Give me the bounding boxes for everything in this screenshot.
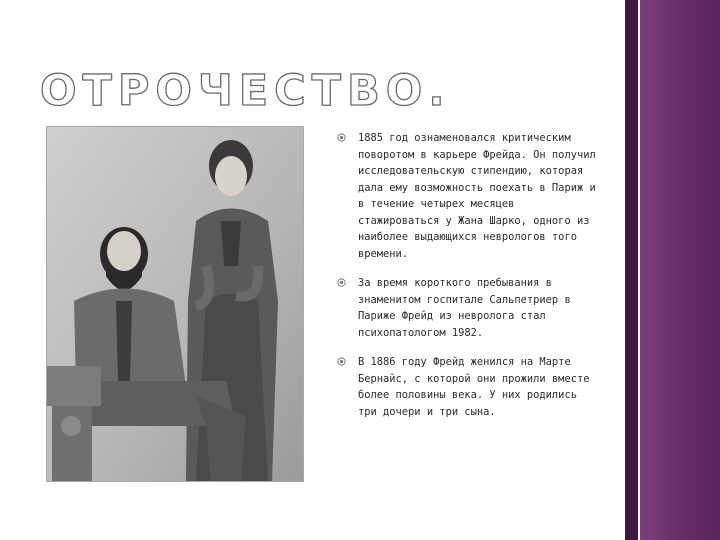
bullet-text: 1885 год ознаменовался критическим поворотом в карьере Фрейда. Он получил исследовательскую стипендию, которая дала ему возможность поехать в Париж и в течение четырех месяцев стажироваться у Жана Шарко, одного из наиболее выдающихся неврологов того времени. bbox=[358, 132, 596, 260]
bullet-text: В 1886 году Фрейд женился на Марте Бернайс, с которой они прожили вместе более половины века. У них родились три дочери и три сына. bbox=[358, 356, 590, 418]
bullet-item bbox=[337, 354, 599, 420]
circle-dot-bullet-icon bbox=[337, 133, 346, 142]
bullet-list bbox=[337, 130, 599, 420]
circle-dot-bullet-icon bbox=[337, 357, 346, 366]
circle-dot-bullet-icon bbox=[337, 278, 346, 287]
historical-portrait-photo bbox=[46, 126, 304, 482]
bullet-text: За время короткого пребывания в знаменитом госпитале Сальпетриер в Париже Фрейд из невролога стал психопатологом 1982. bbox=[358, 277, 571, 339]
slide-title: ОТРОЧЕСТВО. bbox=[40, 66, 451, 116]
decorative-stripe-dark bbox=[625, 0, 638, 540]
bullet-item bbox=[337, 275, 599, 341]
decorative-stripe-purple bbox=[640, 0, 720, 540]
bullet-item bbox=[337, 130, 599, 262]
